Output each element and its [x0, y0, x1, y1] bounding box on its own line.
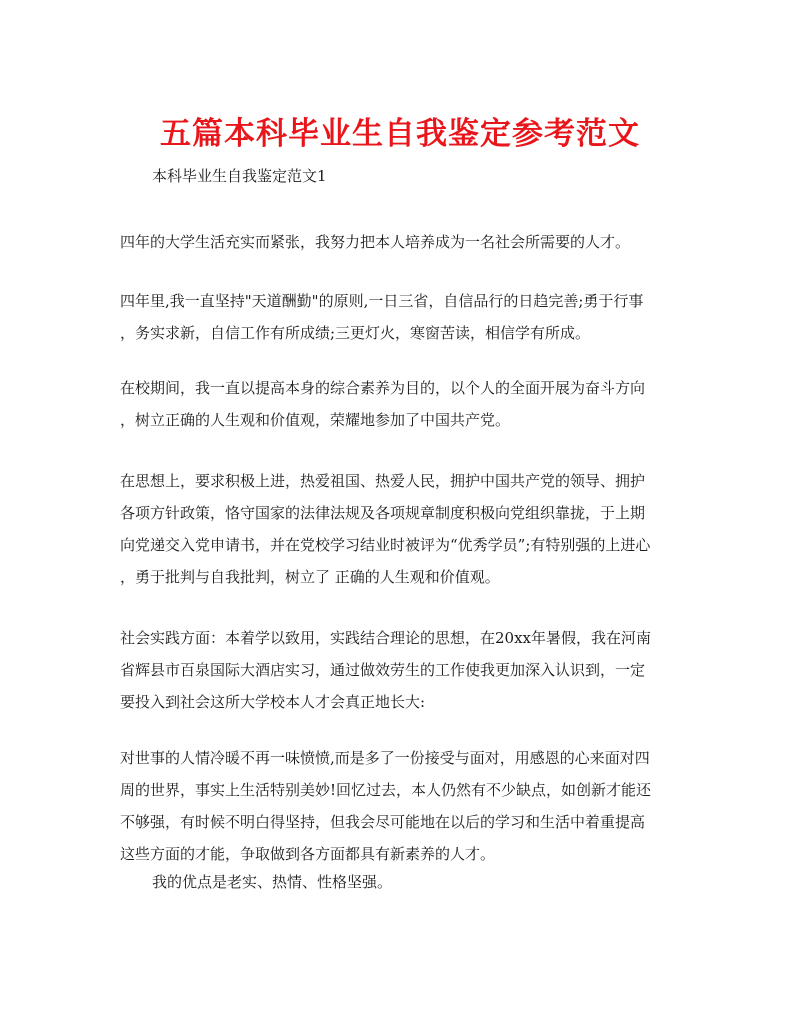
paragraph-line: 在校期间，我一直以提高本身的综合素养为目的，以个人的全面开展为奋斗方向 — [120, 379, 646, 397]
paragraph-2 — [120, 285, 680, 349]
paragraph-line: 省辉县市百泉国际大酒店实习，通过做效劳生的工作使我更加深入认识到，一定 — [120, 661, 646, 679]
paragraph-line: ，勇于批判与自我批判，树立了 正确的人生观和价值观。 — [120, 568, 500, 586]
paragraph-line: 我的优点是老实、热情、性格坚强。 — [152, 873, 393, 891]
paragraph-line: 四年的大学生活充实而紧张，我努力把本人培养成为一名社会所需要的人才。 — [120, 233, 631, 251]
paragraph-line: 四年里,我一直坚持"天道酬勤"的原则,一日三省，自信品行的日趋完善;勇于行事 — [120, 292, 644, 310]
document-subtitle: 本科毕业生自我鉴定范文1 — [152, 167, 327, 185]
paragraph-line: 不够强，有时候不明白得坚持，但我会尽可能地在以后的学习和生活中着重提高 — [120, 813, 646, 831]
paragraph-line: ，务实求新，自信工作有所成绩;三更灯火，寒窗苦读，相信学有所成。 — [120, 324, 591, 342]
paragraph-6 — [120, 742, 680, 870]
paragraph-line: 周的世界，事实上生活特别美妙!回忆过去，本人仍然有不少缺点，如创新才能还 — [120, 781, 652, 799]
paragraph-line: ，树立正确的人生观和价值观，荣耀地参加了中国共产党。 — [120, 411, 511, 429]
paragraph-line: 向党递交入党申请书，并在党校学习结业时被评为“优秀学员”;有特别强的上进心 — [120, 536, 651, 554]
paragraph-line: 社会实践方面：本着学以致用，实践结合理论的思想，在20xx年暑假，我在河南 — [120, 629, 652, 647]
paragraph-7 — [152, 866, 712, 898]
paragraph-line: 各项方针政策，恪守国家的法律法规及各项规章制度积极向党组织靠拢，于上期 — [120, 504, 646, 522]
paragraph-line: 要投入到社会这所大学校本人才会真正地长大: — [120, 693, 426, 711]
paragraph-5 — [120, 622, 680, 718]
paragraph-line: 在思想上，要求积极上进，热爱祖国、热爱人民，拥护中国共产党的领导、拥护 — [120, 472, 646, 490]
paragraph-line: 对世事的人情冷暖不再一味愤愤,而是多了一份接受与面对，用感恩的心来面对四 — [120, 749, 650, 767]
document-title: 五篇本科毕业生自我鉴定参考范文 — [160, 116, 640, 152]
paragraph-1 — [120, 226, 680, 258]
paragraph-4 — [120, 465, 680, 593]
paragraph-line: 这些方面的才能，争取做到各方面都具有新素养的人才。 — [120, 845, 496, 863]
paragraph-3 — [120, 372, 680, 436]
